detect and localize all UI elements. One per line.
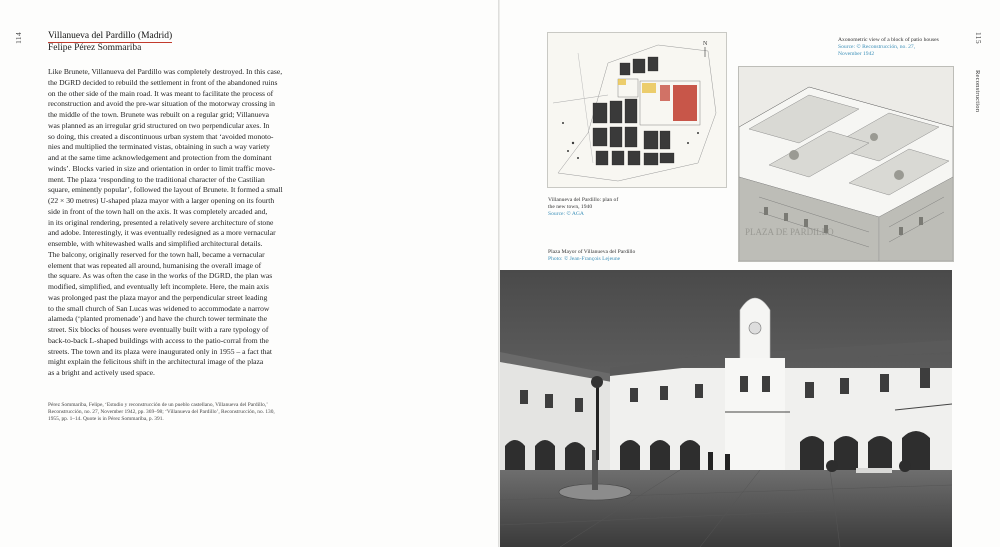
page-number-right: 115: [974, 32, 983, 44]
body-line: element that was repeated all around, humanising the overall image of: [48, 260, 262, 270]
body-line: was planned as an irregular grid structured on two perpendicular axes. In: [48, 120, 270, 130]
body-line: on the other side of the main road. It was meant to facilitate the process of: [48, 88, 274, 98]
plan-caption: [548, 197, 638, 218]
footnote-line: Pérez Sommariba, Felipe, ‘Estudio y reconstrucción de un pueblo castellano, Villanueva del Pardillo,’: [48, 402, 268, 408]
town-plan-image: [547, 32, 727, 188]
body-text: [48, 67, 316, 379]
footnote: [48, 402, 310, 423]
article-title: Villanueva del Pardillo (Madrid): [48, 31, 173, 41]
axonometric-caption-source-2: November 1942: [838, 51, 875, 57]
body-line: as a bright and actively used space.: [48, 368, 155, 377]
body-line: winds’. Blocks varied in size and orientation in order to limit traffic move-: [48, 163, 275, 173]
body-line: The balcony, originally reserved for the town hall, became a vernacular: [48, 249, 265, 259]
body-line: reconstruction and avoid the pre-war situation of the motorway crossing in: [48, 99, 275, 109]
plaza-photo-rendering: [500, 270, 952, 547]
axonometric-drawing-image: [738, 66, 954, 262]
body-line: ensemble, with whitewashed walls and simplified architectural details.: [48, 239, 263, 248]
body-line: so doing, this created a discontinuous urban system that ‘avoided monoto-: [48, 131, 274, 141]
body-line: streets. The town and its plaza were inaugurated only in 1955 – a fact that: [48, 346, 273, 356]
footnote-line: 1955, pp. 1–14. Quote is in Pérez Sommariba, p. 391.: [48, 416, 164, 422]
axonometric-caption-source-1: Source: © Reconstrucción, no. 27,: [838, 44, 916, 50]
plan-caption-line-2: the new town, 1940: [548, 204, 593, 210]
svg-text:N: N: [703, 41, 708, 47]
body-line: the square. As was often the case in the works of the DGRD, the plan was: [48, 271, 273, 281]
svg-text:PLAZA DE PARDILLO: PLAZA DE PARDILLO: [745, 227, 834, 237]
body-line: Like Brunete, Villanueva del Pardillo was completely destroyed. In this case,: [48, 67, 283, 76]
body-line: modified, simplified, and eventually left incomplete. Here, the main axis: [48, 282, 269, 291]
body-line: in its original rendering, presented a relatively severe architecture of stone: [48, 217, 274, 227]
body-line: side in front of the town hall on the axis. It was completely arcaded and,: [48, 206, 268, 216]
body-line: might explain the felicitous shift in the architectural image of the plaza: [48, 357, 264, 367]
plan-caption-line-1: Villanueva del Pardillo: plan of: [548, 197, 619, 203]
axonometric-drawing: [739, 67, 953, 261]
body-line: nies and multiplied the terminated vistas, obtaining in such a way variety: [48, 142, 270, 152]
left-page: [0, 0, 498, 547]
body-line: (22 × 30 metres) U-shaped plaza mayor with a larger opening on its fourth: [48, 196, 275, 205]
body-line: back-to-back L-shaped buildings with access to the patio-corral from the: [48, 335, 269, 345]
body-line: the DGRD decided to rebuild the settlement in front of the abandoned ruins: [48, 77, 278, 87]
article-author: Felipe Pérez Sommariba: [48, 43, 142, 53]
body-line: and adobe. Interestingly, it was eventually redesigned as a more vernacular: [48, 228, 276, 238]
axonometric-caption: [838, 37, 958, 58]
page-number-left: 114: [14, 32, 23, 44]
plan-caption-source: Source: © AGA: [548, 211, 584, 217]
body-line: ment. The plaza ‘responding to the traditional character of the Castilian: [48, 174, 265, 184]
running-head: Reconstruction: [974, 70, 981, 113]
body-line: to the small church of San Lucas was widened to accommodate a narrow: [48, 303, 270, 313]
body-line: the middle of the town. Brunete was rebuilt on a regular grid; Villanueva: [48, 110, 270, 119]
body-line: square, eminently popular’, followed the layout of Brunete. It formed a small: [48, 185, 283, 195]
body-line: was prolonged past the plaza mayor and the perpendicular street leading: [48, 292, 268, 302]
body-line: street. Six blocks of houses were eventually built with a rare typology of: [48, 325, 269, 334]
town-plan-drawing: [548, 33, 726, 187]
photo-caption-source: Photo: © Jean-François Lejeune: [548, 256, 621, 262]
body-line: alameda (‘planted promenade’) and have the church tower terminate the: [48, 314, 268, 324]
footnote-line: Reconstrucción, no. 27, November 1942, pp. 369–98; ‘Villanueva del Pardillo’, Reconstrucción, no. 130,: [48, 409, 275, 415]
photo-caption-line-1: Plaza Mayor of Villanueva del Pardillo: [548, 249, 636, 255]
plaza-mayor-photo: [500, 270, 952, 547]
body-line: and at the same time acknowledgement and protection from the dominant: [48, 153, 272, 162]
photo-caption: [548, 249, 668, 263]
axonometric-caption-line-1: Axonometric view of a block of patio houses: [838, 37, 939, 43]
